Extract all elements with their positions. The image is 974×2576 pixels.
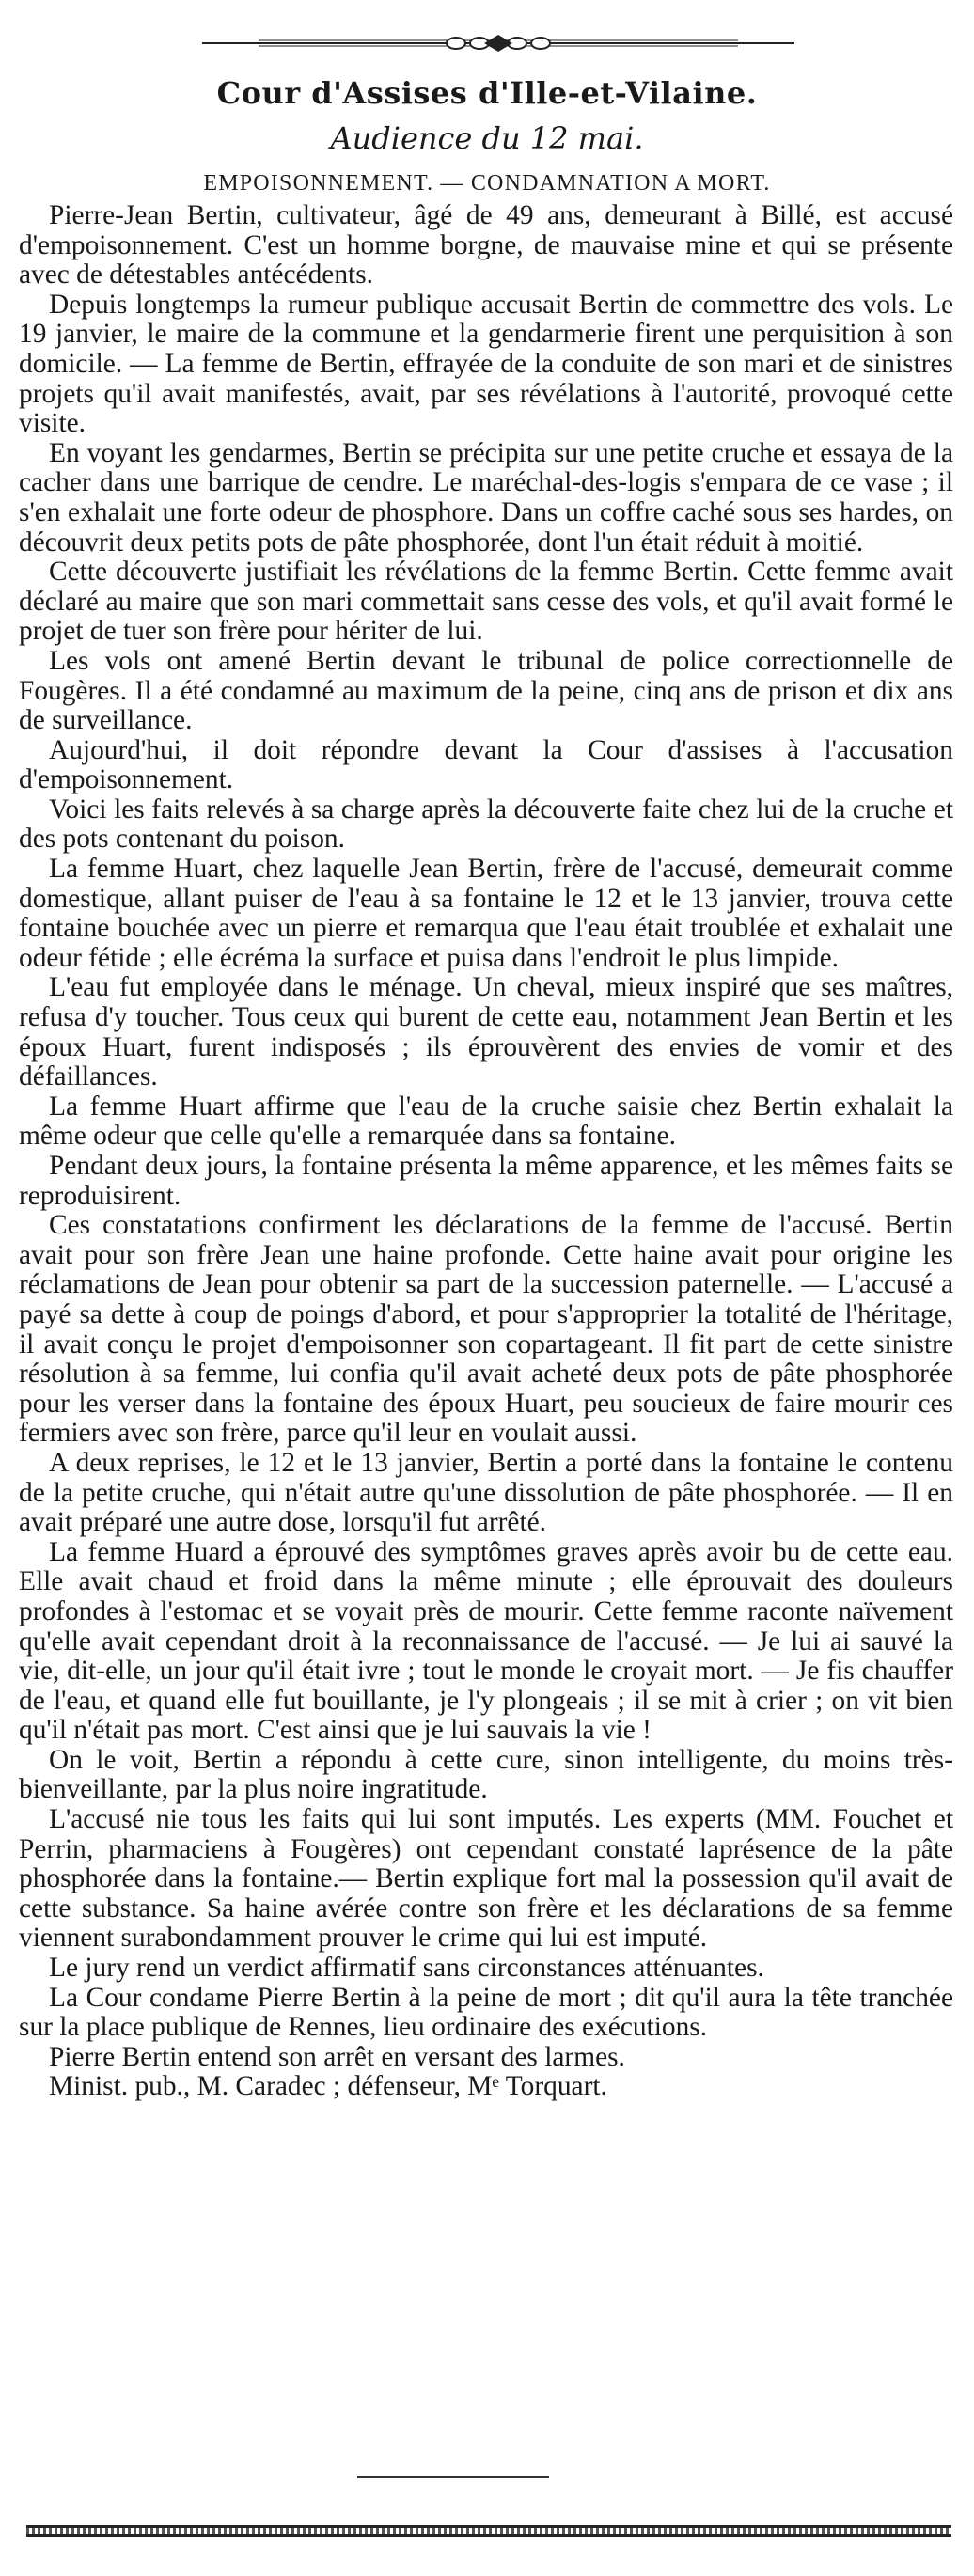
article-paragraph: Ces constatations confirment les déclarations de la femme de l'accusé. Bertin avait pour son frère Jean une haine profonde. Cette haine avait pour origine les réclamations de Jean pour obtenir sa part de la succession paternelle. — L'accusé a payé sa dette à coup de poings d'abord, et pour s'approprier la totalité de l'héritage, il avait conçu le projet d'empoisonner son copartageant. Il fit part de cette sinistre résolution à sa femme, lui confia qu'il avait acheté deux pots de pâte phosphorée pour les verser dans la fontaine des époux Huart, peu soucieux de faire mourir ces fermiers avec son frère, parce qu'il leur en voulait aussi.: [19, 1210, 953, 1449]
article-paragraph: En voyant les gendarmes, Bertin se précipita sur une petite cruche et essaya de la cacher dans une barrique de cendre. Le maréchal-des-logis s'empara de ce vase ; il s'en exhalait une forte odeur de phosphore. Dans un coffre caché sous ses hardes, on découvrit deux petits pots de pâte phosphorée, dont l'un était réduit à moitié.: [19, 437, 953, 558]
article-paragraph: Depuis longtemps la rumeur publique accusait Bertin de commettre des vols. Le 19 janvier, le maire de la commune et la gendarmerie firent une perquisition à son domicile. — La femme de Bertin, effrayée de la conduite de son mari et de sinistres projets qu'il avait manifestés, avait, par ses révélations à l'autorité, provoqué cette visite.: [19, 289, 953, 439]
hearing-date: Audience du 12 mai.: [330, 120, 644, 156]
case-heading: EMPOISONNEMENT. — CONDAMNATION A MORT.: [203, 171, 771, 196]
article-body: [19, 201, 953, 2102]
bottom-border-rule: [26, 2525, 951, 2537]
article-paragraph: La femme Huard a éprouvé des symptômes graves après avoir bu de cette eau. Elle avait chaud et froid dans la même minute ; elle éprouvait des douleurs profondes à l'estomac et se voyait près de mourir. Cette femme raconte naïvement qu'elle avait cependant droit à la reconnaissance de l'accusé. — Je lui ai sauvé la vie, dit-elle, un jour qu'il était ivre ; tout le monde le croyait mort. — Je fis chauffer de l'eau, et quand elle fut bouillante, je l'y plongeais ; il se mit à crier ; on vit bien qu'il n'était pas mort. C'est ainsi que je lui sauvais la vie !: [19, 1536, 953, 1746]
article-paragraph: Minist. pub., M. Caradec ; défenseur, Mᵉ Torquart.: [49, 2071, 607, 2102]
closing-rule: [357, 2476, 549, 2478]
article-paragraph: Le jury rend un verdict affirmatif sans circonstances atténuantes.: [49, 1953, 764, 1984]
article-paragraph: Pendant deux jours, la fontaine présenta la même apparence, et les mêmes faits se reproduisirent.: [19, 1151, 953, 1211]
article-paragraph: Pierre-Jean Bertin, cultivateur, âgé de 49 ans, demeurant à Billé, est accusé d'empoisonnement. C'est un homme borgne, de mauvaise mine et qui se présente avec de détestables antécédents.: [19, 200, 953, 291]
article-paragraph: L'eau fut employée dans le ménage. Un cheval, mieux inspiré que ses maîtres, refusa d'y toucher. Tous ceux qui burent de cette eau, notamment Jean Bertin et les époux Huart, furent indisposés ; ils éprouvèrent des envies de vomir et des défaillances.: [19, 972, 953, 1092]
court-title: Cour d'Assises d'Ille-et-Vilaine.: [216, 75, 758, 111]
article-paragraph: Voici les faits relevés à sa charge après la découverte faite chez lui de la cruche et des pots contenant du poison.: [19, 793, 953, 855]
top-ornament-rule: [202, 32, 794, 55]
article-paragraph: La Cour condame Pierre Bertin à la peine de mort ; dit qu'il aura la tête tranchée sur la place publique de Rennes, lieu ordinaire des exécutions.: [19, 1982, 953, 2043]
article-paragraph: La femme Huart, chez laquelle Jean Bertin, frère de l'accusé, demeurait comme domestique, allant puiser de l'eau à sa fontaine le 12 et le 13 janvier, trouva cette fontaine bouchée avec un pierre et remarqua que l'eau était troublée et exhalait une odeur fétide ; elle écréma la surface et puisa dans l'endroit le plus limpide.: [19, 854, 953, 973]
article-paragraph: Pierre Bertin entend son arrêt en versant des larmes.: [49, 2041, 625, 2072]
article-paragraph: Cette découverte justifiait les révélations de la femme Bertin. Cette femme avait déclaré au maire que son mari commettait sans cesse des vols, et qu'il avait formé le projet de tuer son frère pour hériter de lui.: [19, 557, 953, 647]
article-paragraph: A deux reprises, le 12 et le 13 janvier, Bertin a porté dans la fontaine le contenu de la petite cruche, qui n'était autre qu'une dissolution de pâte phosphorée. — Il en avait préparé une autre dose, lorsqu'il fut arrêté.: [19, 1447, 953, 1538]
article-paragraph: La femme Huart affirme que l'eau de la cruche saisie chez Bertin exhalait la même odeur que celle qu'elle a remarquée dans sa fontaine.: [19, 1091, 953, 1152]
article-paragraph: L'accusé nie tous les faits qui lui sont imputés. Les experts (MM. Fouchet et Perrin, pharmaciens à Fougères) ont cependant constaté laprésence de la pâte phosphorée dans la fontaine.— Bertin explique fort mal la possession qu'il avait de cette substance. Sa haine avérée contre son frère et les déclarations de sa femme viennent surabondamment prouver le crime qui lui est imputé.: [19, 1804, 953, 1954]
article-paragraph: Les vols ont amené Bertin devant le tribunal de police correctionnelle de Fougères. Il a été condamné au maximum de la peine, cinq ans de prison et dix ans de surveillance.: [19, 645, 953, 736]
article-paragraph: On le voit, Bertin a répondu à cette cure, sinon intelligente, du moins très-bienveillante, par la plus noire ingratitude.: [19, 1744, 953, 1805]
article-paragraph: Aujourd'hui, il doit répondre devant la Cour d'assises à l'accusation d'empoisonnement.: [19, 734, 953, 795]
